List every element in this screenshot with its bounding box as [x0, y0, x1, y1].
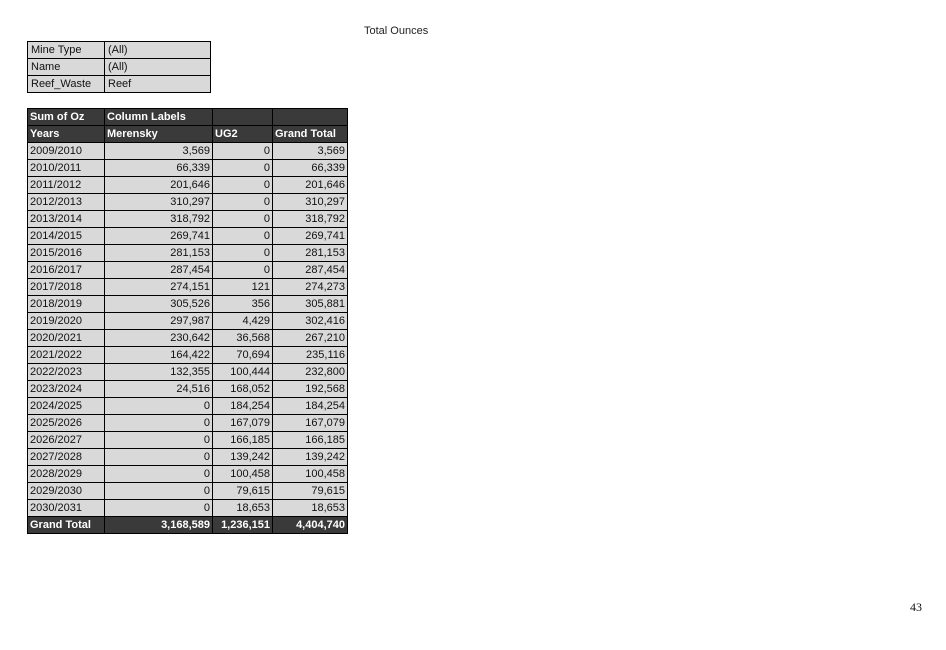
cell-grand-total: 100,458: [273, 466, 348, 483]
table-row: [28, 194, 348, 211]
cell-grand-total: 305,881: [273, 296, 348, 313]
row-label-year: 2016/2017: [28, 262, 105, 279]
table-row: [28, 500, 348, 517]
cell-merensky: 24,516: [105, 381, 213, 398]
row-label-year: 2028/2029: [28, 466, 105, 483]
column-header-ug2: UG2: [213, 126, 273, 143]
cell-ug2: 70,694: [213, 347, 273, 364]
cell-grand-total: 281,153: [273, 245, 348, 262]
sum-of-oz-label: Sum of Oz: [28, 109, 105, 126]
filter-row: [28, 42, 211, 59]
cell-ug2: 168,052: [213, 381, 273, 398]
row-label-year: 2014/2015: [28, 228, 105, 245]
cell-merensky: 0: [105, 466, 213, 483]
cell-grand-total: 139,242: [273, 449, 348, 466]
cell-merensky: 164,422: [105, 347, 213, 364]
table-row: [28, 313, 348, 330]
row-label-year: 2022/2023: [28, 364, 105, 381]
cell-merensky: 318,792: [105, 211, 213, 228]
cell-grand-total: 287,454: [273, 262, 348, 279]
cell-grand-total: 166,185: [273, 432, 348, 449]
filter-row: [28, 76, 211, 93]
cell-ug2: 166,185: [213, 432, 273, 449]
cell-ug2: 0: [213, 160, 273, 177]
cell-merensky: 287,454: [105, 262, 213, 279]
table-row: [28, 245, 348, 262]
cell-ug2: 0: [213, 262, 273, 279]
table-row: [28, 347, 348, 364]
filter-value-dropdown[interactable]: (All): [105, 42, 211, 59]
pivot-header-row-2: [28, 126, 348, 143]
cell-grand-total: 66,339: [273, 160, 348, 177]
row-label-year: 2012/2013: [28, 194, 105, 211]
row-label-year: 2020/2021: [28, 330, 105, 347]
cell-ug2: 18,653: [213, 500, 273, 517]
cell-merensky: 3,569: [105, 143, 213, 160]
grand-total-row: [28, 517, 348, 534]
grand-total-label: Grand Total: [28, 517, 105, 534]
row-label-year: 2013/2014: [28, 211, 105, 228]
row-label-year: 2018/2019: [28, 296, 105, 313]
cell-grand-total: 192,568: [273, 381, 348, 398]
table-row: [28, 415, 348, 432]
table-row: [28, 279, 348, 296]
cell-grand-total: 167,079: [273, 415, 348, 432]
cell-merensky: 281,153: [105, 245, 213, 262]
filter-label: Mine Type: [28, 42, 105, 59]
row-label-year: 2009/2010: [28, 143, 105, 160]
table-row: [28, 296, 348, 313]
table-row: [28, 160, 348, 177]
cell-grand-total: 79,615: [273, 483, 348, 500]
cell-merensky: 132,355: [105, 364, 213, 381]
row-labels-dropdown[interactable]: Years: [28, 126, 105, 143]
cell-ug2: 356: [213, 296, 273, 313]
filter-label: Reef_Waste: [28, 76, 105, 93]
row-label-year: 2030/2031: [28, 500, 105, 517]
cell-merensky: 297,987: [105, 313, 213, 330]
cell-grand-total: 269,741: [273, 228, 348, 245]
filter-value-dropdown[interactable]: (All): [105, 59, 211, 76]
total-ug2: 1,236,151: [213, 517, 273, 534]
cell-grand-total: 184,254: [273, 398, 348, 415]
column-header-grand-total: Grand Total: [273, 126, 348, 143]
cell-ug2: 36,568: [213, 330, 273, 347]
cell-grand-total: 302,416: [273, 313, 348, 330]
cell-ug2: 0: [213, 194, 273, 211]
filter-label: Name: [28, 59, 105, 76]
table-row: [28, 228, 348, 245]
cell-ug2: 0: [213, 211, 273, 228]
row-label-year: 2023/2024: [28, 381, 105, 398]
pivot-filter-table: [27, 41, 211, 93]
column-labels-dropdown[interactable]: Column Labels: [105, 109, 213, 126]
cell-grand-total: 274,273: [273, 279, 348, 296]
header-blank-cell: [213, 109, 273, 126]
cell-grand-total: 310,297: [273, 194, 348, 211]
row-label-year: 2017/2018: [28, 279, 105, 296]
page-number: 43: [910, 600, 922, 614]
row-label-year: 2015/2016: [28, 245, 105, 262]
cell-merensky: 0: [105, 449, 213, 466]
cell-ug2: 79,615: [213, 483, 273, 500]
cell-ug2: 184,254: [213, 398, 273, 415]
pivot-header-row-1: [28, 109, 348, 126]
row-label-year: 2026/2027: [28, 432, 105, 449]
cell-merensky: 0: [105, 483, 213, 500]
table-row: [28, 262, 348, 279]
filter-row: [28, 59, 211, 76]
row-label-year: 2021/2022: [28, 347, 105, 364]
row-label-year: 2011/2012: [28, 177, 105, 194]
cell-ug2: 139,242: [213, 449, 273, 466]
cell-ug2: 0: [213, 228, 273, 245]
cell-grand-total: 18,653: [273, 500, 348, 517]
cell-grand-total: 201,646: [273, 177, 348, 194]
row-label-year: 2029/2030: [28, 483, 105, 500]
table-row: [28, 364, 348, 381]
cell-ug2: 0: [213, 177, 273, 194]
page-title: Total Ounces: [364, 25, 429, 37]
filter-value-dropdown[interactable]: Reef: [105, 76, 211, 93]
cell-ug2: 0: [213, 245, 273, 262]
column-header-merensky: Merensky: [105, 126, 213, 143]
table-row: [28, 449, 348, 466]
table-row: [28, 381, 348, 398]
cell-merensky: 305,526: [105, 296, 213, 313]
total-merensky: 3,168,589: [105, 517, 213, 534]
cell-ug2: 100,444: [213, 364, 273, 381]
table-row: [28, 330, 348, 347]
cell-merensky: 66,339: [105, 160, 213, 177]
cell-merensky: 230,642: [105, 330, 213, 347]
cell-ug2: 121: [213, 279, 273, 296]
cell-merensky: 0: [105, 500, 213, 517]
table-row: [28, 211, 348, 228]
table-row: [28, 398, 348, 415]
cell-grand-total: 267,210: [273, 330, 348, 347]
table-row: [28, 143, 348, 160]
cell-merensky: 0: [105, 432, 213, 449]
row-label-year: 2019/2020: [28, 313, 105, 330]
cell-grand-total: 318,792: [273, 211, 348, 228]
cell-ug2: 0: [213, 143, 273, 160]
cell-merensky: 0: [105, 415, 213, 432]
cell-grand-total: 235,116: [273, 347, 348, 364]
cell-merensky: 201,646: [105, 177, 213, 194]
cell-merensky: 0: [105, 398, 213, 415]
cell-ug2: 4,429: [213, 313, 273, 330]
pivot-table: [27, 108, 348, 534]
row-label-year: 2010/2011: [28, 160, 105, 177]
cell-merensky: 274,151: [105, 279, 213, 296]
table-row: [28, 483, 348, 500]
table-row: [28, 466, 348, 483]
total-grand-total: 4,404,740: [273, 517, 348, 534]
table-row: [28, 177, 348, 194]
row-label-year: 2024/2025: [28, 398, 105, 415]
row-label-year: 2027/2028: [28, 449, 105, 466]
table-row: [28, 432, 348, 449]
cell-merensky: 269,741: [105, 228, 213, 245]
header-blank-cell: [273, 109, 348, 126]
cell-merensky: 310,297: [105, 194, 213, 211]
cell-ug2: 167,079: [213, 415, 273, 432]
cell-grand-total: 232,800: [273, 364, 348, 381]
cell-grand-total: 3,569: [273, 143, 348, 160]
cell-ug2: 100,458: [213, 466, 273, 483]
row-label-year: 2025/2026: [28, 415, 105, 432]
